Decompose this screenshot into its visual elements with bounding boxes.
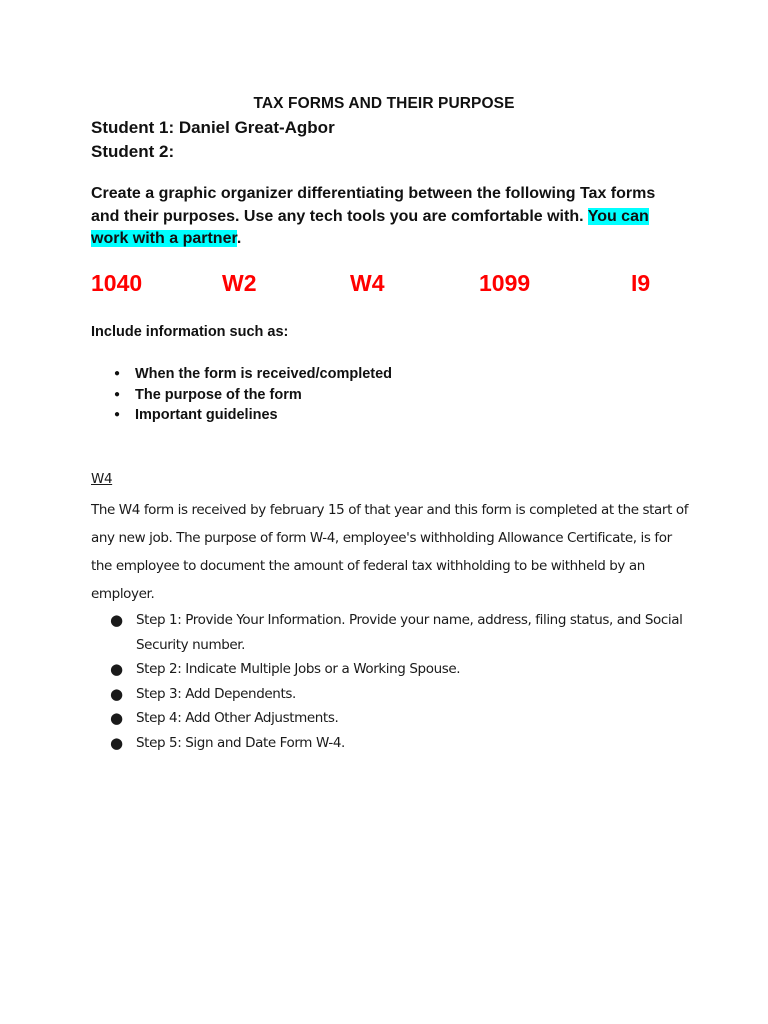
list-item: [110, 405, 392, 426]
list-item: [110, 657, 690, 682]
instructions-text: Create a graphic organizer differentiating between the following Tax forms and their purposes. Use any tech tools you are comfortable with.: [91, 185, 656, 225]
w4-paragraph: The W4 form is received by february 15 of that year and this form is completed at the start of any new job. The purpose of form W-4, employee's withholding Allowance Certificate, is for the employee to document the amount of federal tax withholding to be withheld by an employer.: [91, 502, 689, 602]
step-text: Step 3: Add Dependents.: [136, 685, 296, 702]
form-code-w2: W2: [222, 270, 257, 296]
bullet-dot-icon: ●: [110, 733, 123, 752]
list-item: [110, 608, 690, 657]
step-text: Step 4: Add Other Adjustments.: [136, 710, 339, 726]
form-code-1040: 1040: [91, 270, 143, 296]
list-item: [110, 364, 392, 385]
list-item: [110, 682, 690, 707]
w4-steps-list: [110, 608, 690, 755]
student-2-line: Student 2:: [91, 142, 175, 161]
form-code-1099: 1099: [479, 270, 531, 296]
bullet-dot-icon: ●: [114, 388, 121, 400]
w4-heading: W4: [91, 471, 113, 487]
instructions-paragraph: [91, 183, 681, 251]
bullet-dot-icon: ●: [110, 660, 123, 678]
step-text: Step 1: Provide Your Information. Provide your name, address, filing status, and Social Security number.: [136, 612, 683, 653]
list-item-text: Important guidelines: [135, 407, 278, 423]
form-codes-row: [0, 270, 768, 300]
include-list: [110, 364, 392, 426]
form-code-i9: I9: [631, 270, 651, 296]
document-title: TAX FORMS AND THEIR PURPOSE: [253, 95, 515, 112]
list-item-text: The purpose of the form: [135, 386, 302, 403]
form-code-w4: W4: [350, 270, 385, 296]
list-item: [110, 706, 690, 731]
list-item-text: When the form is received/completed: [135, 366, 393, 382]
bullet-dot-icon: ●: [110, 709, 123, 727]
step-text: Step 5: Sign and Date Form W-4.: [136, 734, 345, 751]
bullet-dot-icon: ●: [114, 368, 121, 379]
bullet-dot-icon: ●: [110, 611, 123, 629]
student-1-line: Student 1: Daniel Great-Agbor: [91, 118, 335, 137]
include-label: Include information such as:: [91, 324, 289, 340]
bullet-dot-icon: ●: [110, 684, 123, 703]
bullet-dot-icon: ●: [114, 409, 121, 420]
instructions-end: .: [236, 230, 242, 247]
list-item: [110, 385, 392, 406]
list-item: [110, 731, 690, 756]
step-text: Step 2: Indicate Multiple Jobs or a Working Spouse.: [136, 661, 461, 677]
instructions-highlight: You can work with a partner: [91, 207, 649, 247]
